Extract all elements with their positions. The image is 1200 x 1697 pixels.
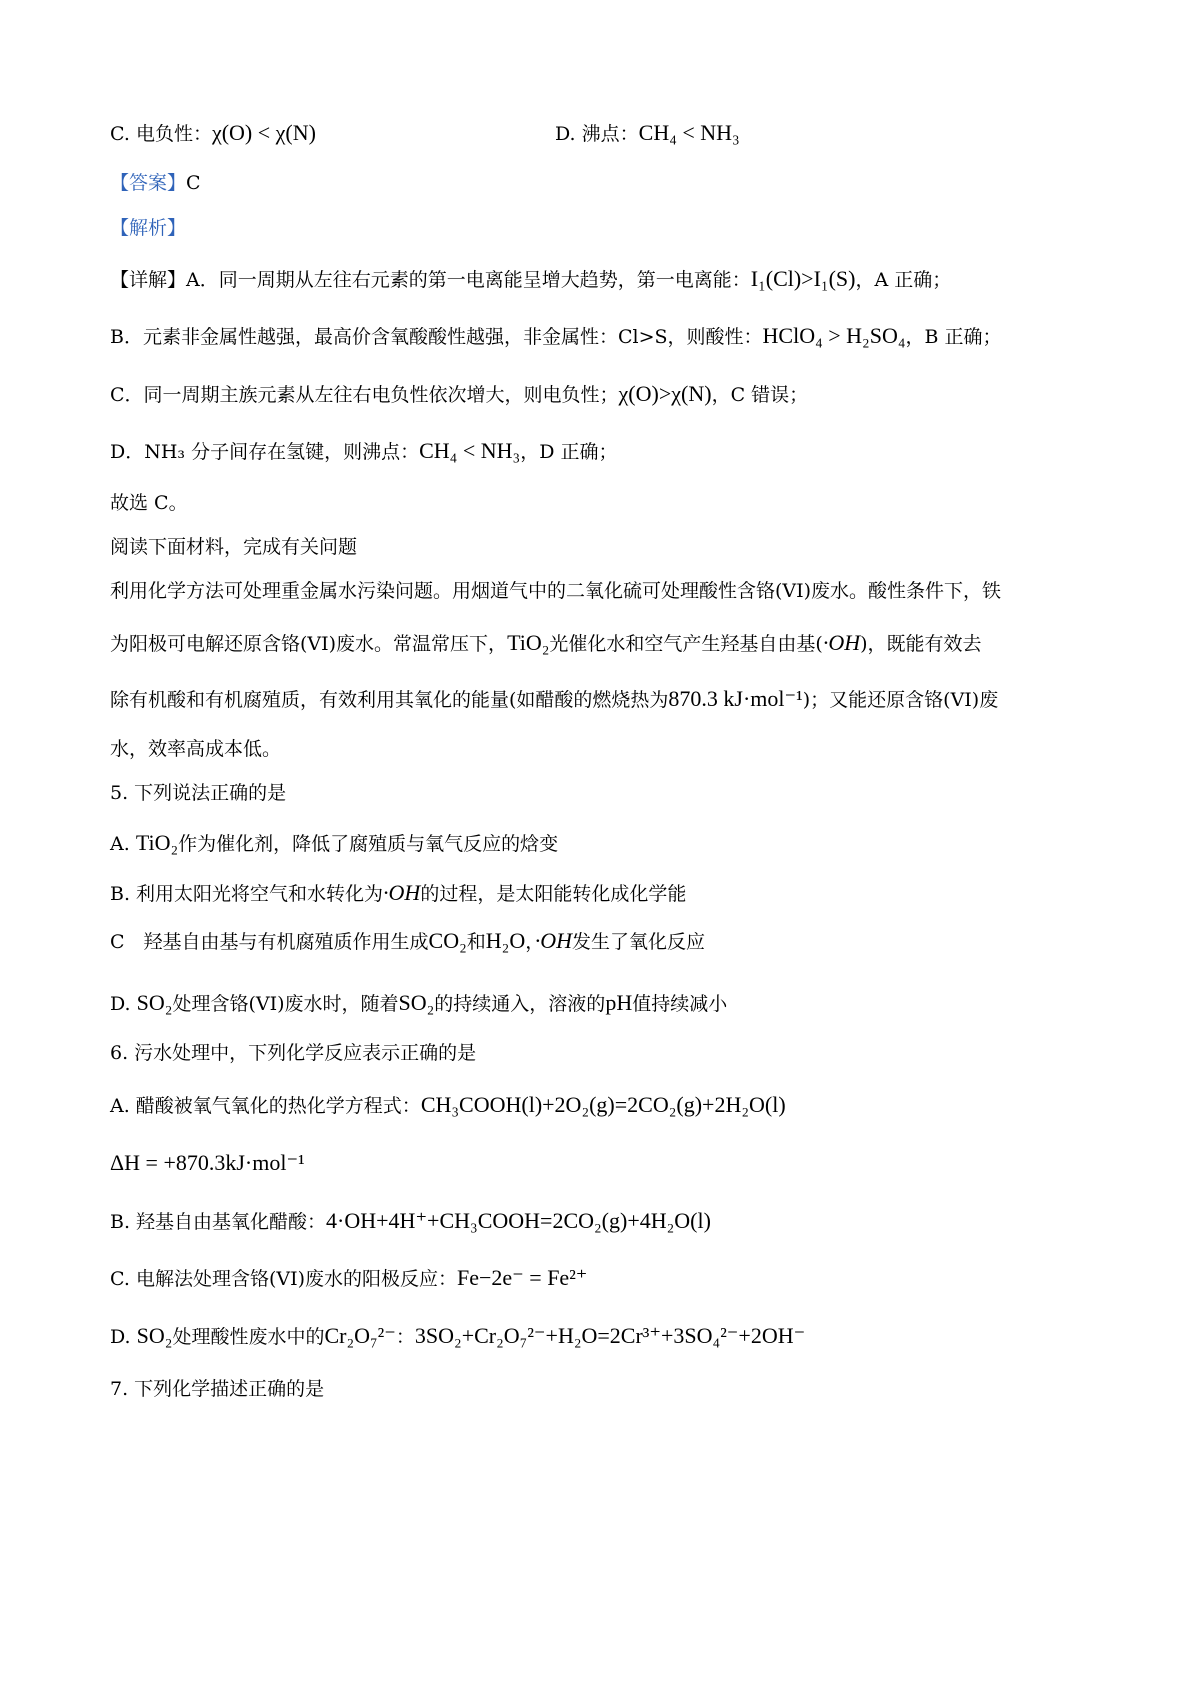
q6-stem: 6. 污水处理中，下列化学反应表示正确的是 <box>110 1042 477 1064</box>
q5-option-b: B. 利用太阳光将空气和水转化为·OH的过程，是太阳能转化成化学能 <box>110 880 687 905</box>
detail-b: B．元素非金属性越强，最高价含氧酸酸性越强，非金属性：Cl>S，则酸性：HClO₄ > H₂SO₄，B 正确； <box>110 323 1002 348</box>
formula: CH₄ < NH₃ <box>638 120 740 145</box>
material-intro: 阅读下面材料，完成有关问题 <box>110 536 358 558</box>
detail-a: 【详解】A．同一周期从左往右元素的第一电离能呈增大趋势，第一电离能：I₁(Cl)>I₁(S)，A 正确； <box>110 266 952 291</box>
material-line-3: 除有机酸和有机腐殖质，有效利用其氧化的能量(如醋酸的燃烧热为870.3 kJ·mol⁻¹)；又能还原含铬(VI)废 <box>110 686 999 711</box>
q5-option-c: C 羟基自由基与有机腐殖质作用生成CO₂和H₂O，·OH发生了氧化反应 <box>110 928 706 953</box>
q5-option-d: D. SO₂处理含铬(VI)废水时，随着SO₂的持续通入，溶液的pH值持续减小 <box>110 990 728 1015</box>
q7-stem: 7. 下列化学描述正确的是 <box>110 1378 325 1400</box>
detail-tag: 【详解】 <box>110 269 187 291</box>
q6-option-a: A. 醋酸被氧气氧化的热化学方程式：CH₃COOH(l)+2O₂(g)=2CO₂(g)+2H₂O(l) <box>110 1092 786 1117</box>
conclusion: 故选 C。 <box>110 492 188 514</box>
q5-stem: 5. 下列说法正确的是 <box>110 782 287 804</box>
detail-d: D．NH₃ 分子间存在氢键，则沸点：CH₄ < NH₃，D 正确； <box>110 438 618 463</box>
material-line-4: 水，效率高成本低。 <box>110 738 282 760</box>
answer-line <box>110 172 201 195</box>
answer-value: C <box>186 172 201 194</box>
analysis-tag: 【解析】 <box>110 217 187 239</box>
material-line-2: 为阳极可电解还原含铬(VI)废水。常温常压下，TiO₂光催化水和空气产生羟基自由基(·OH)，既能有效去 <box>110 630 982 655</box>
q4-option-d: D. 沸点：CH₄ < NH₃ <box>555 120 740 145</box>
q6-option-b: B. 羟基自由基氧化醋酸：4·OH+4H⁺+CH₃COOH=2CO₂(g)+4H₂O(l) <box>110 1208 711 1233</box>
q5-option-a: A. TiO₂作为催化剂，降低了腐殖质与氧气反应的焓变 <box>110 830 559 855</box>
q6-option-d: D. SO₂处理酸性废水中的Cr₂O₇²⁻：3SO₂+Cr₂O₇²⁻+H₂O=2Cr³⁺+3SO₄²⁻+2OH⁻ <box>110 1323 806 1348</box>
detail-c: C．同一周期主族元素从左往右电负性依次增大，则电负性；χ(O)>χ(N)，C 错误； <box>110 381 809 406</box>
q6-option-a-enthalpy: ΔH = +870.3kJ·mol⁻¹ <box>110 1150 305 1175</box>
answer-tag: 【答案】 <box>110 172 187 194</box>
q6-option-c: C. 电解法处理含铬(VI)废水的阳极反应：Fe−2e⁻ = Fe²⁺ <box>110 1265 588 1290</box>
formula: χ(O) < χ(N) <box>211 120 316 145</box>
material-line-1: 利用化学方法可处理重金属水污染问题。用烟道气中的二氧化硫可处理酸性含铬(VI)废水。酸性条件下，铁 <box>110 580 1002 602</box>
q4-option-c: C. 电负性：χ(O) < χ(N) <box>110 120 316 145</box>
